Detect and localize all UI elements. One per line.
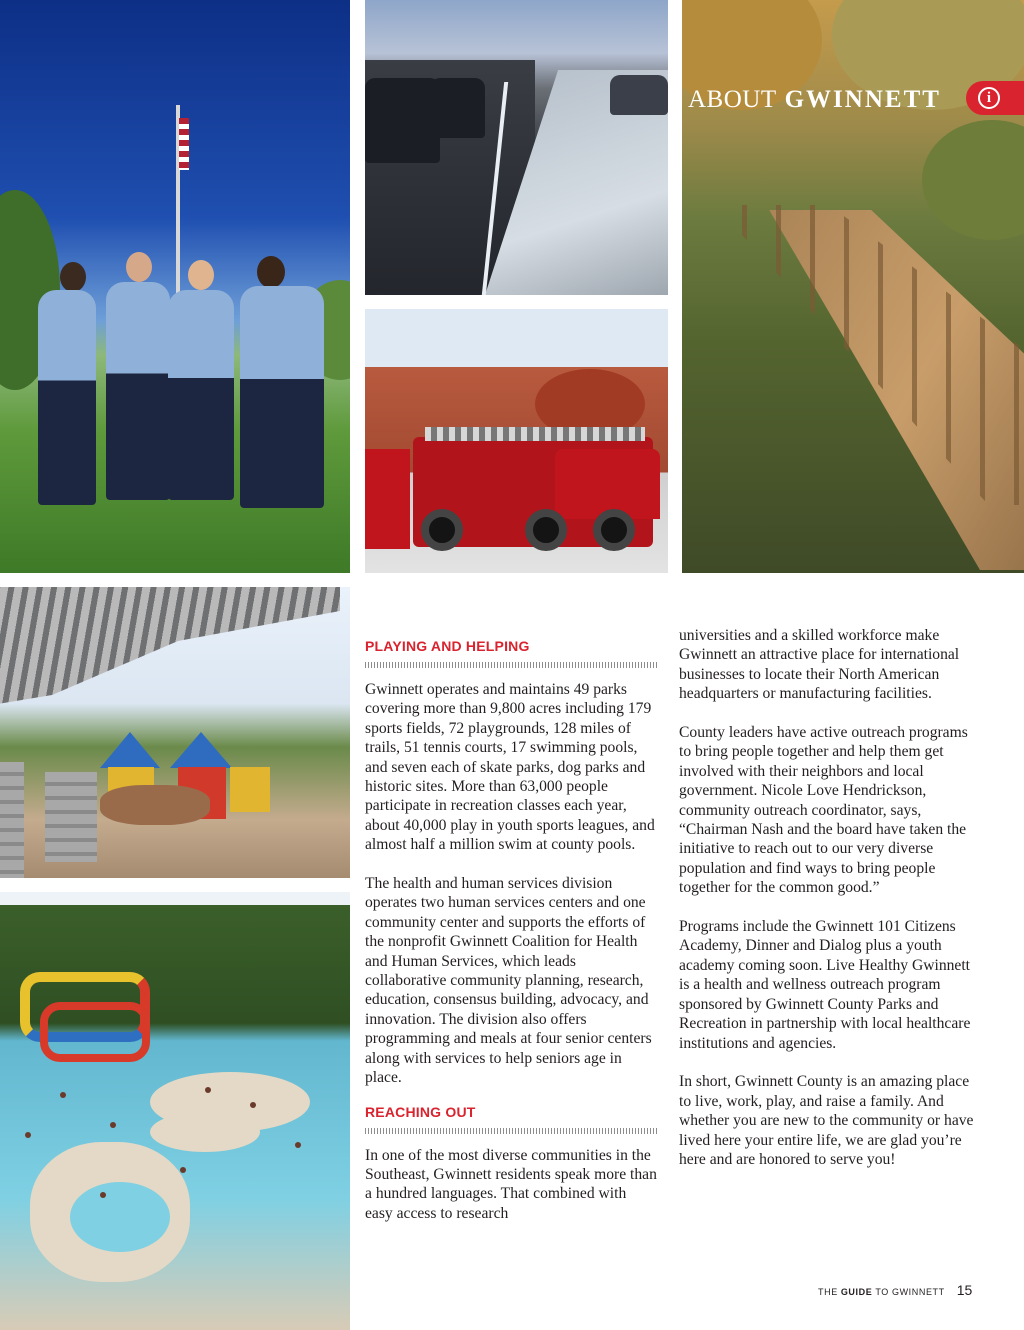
paragraph-closing: In short, Gwinnett County is an amazing place to live, work, play, and raise a family. And whether you are new to the community or have lived here your entire life, we are glad you’re here and are honored to serve you! <box>679 1073 974 1168</box>
footer-the: THE <box>818 1287 838 1297</box>
footer-guide: GUIDE <box>840 1287 873 1297</box>
heading-reaching-out: REACHING OUT <box>365 1103 476 1120</box>
photo-fire-truck <box>365 309 668 573</box>
paragraph-health-services: The health and human services division operates two human services centers and one community center and supports the efforts of the nonprofit Gwinnett Coalition for Health and Human Services, which leads collaborative community planning, research, education, consensus building, advocacy, and innovation. The division also offers programming and meals at four senior centers along with services to help seniors age in place. <box>365 875 652 1087</box>
page-number: 15 <box>956 1282 973 1298</box>
section-banner <box>688 86 941 113</box>
banner-badge <box>966 81 1024 115</box>
heading-rule <box>365 662 657 668</box>
heading-playing-and-helping: PLAYING AND HELPING <box>365 638 530 654</box>
banner-about-text: ABOUT <box>688 85 777 113</box>
photo-bridge-traffic <box>365 0 668 295</box>
page-footer <box>818 1282 972 1300</box>
photo-aquatic-center <box>0 892 350 1330</box>
paragraph-outreach: County leaders have active outreach programs to bring people together and help them get involved with their neighbors and local government. Nicole Love Hendrickson, community outreach coordinator, says, “Chairman Nash and the board have taken the initiative to reach out to our very diverse population and find ways to bring people together for the common good.” <box>679 724 968 897</box>
paragraph-parks: Gwinnett operates and maintains 49 parks covering more than 9,800 acres including 179 sports fields, 72 playgrounds, 128 miles of trails, 51 tennis courts, 17 swimming pools, and seven each of skate parks, dog parks and historic sites. More than 63,000 people participate in recreation classes each year, about 40,000 play in youth sports leagues, and almost half a million swim at county pools. <box>365 681 655 854</box>
banner-gwinnett-text: GWINNETT <box>784 85 941 113</box>
photo-police-officers <box>0 0 350 573</box>
paragraph-programs: Programs include the Gwinnett 101 Citizens Academy, Dinner and Dialog plus a youth academy coming soon. Live Healthy Gwinnett is a health and wellness outreach program sponsored by Gwinnett County Parks and Recreation in partnership with local healthcare institutions and agencies. <box>679 918 971 1052</box>
heading-rule <box>365 1128 657 1134</box>
article-column-left <box>365 636 657 1223</box>
photo-playground-pavilion <box>0 587 350 878</box>
paragraph-universities: universities and a skilled workforce make Gwinnett an attractive place for international businesses to locate their North American headquarters or manufacturing facilities. <box>679 627 960 703</box>
paragraph-diversity: In one of the most diverse communities in the Southeast, Gwinnett residents speak more than a hundred languages. That combined with easy access to research <box>365 1146 657 1222</box>
article-column-right <box>679 626 979 1169</box>
info-icon: i <box>978 87 1000 109</box>
footer-to-gwinnett: TO GWINNETT <box>875 1287 945 1297</box>
